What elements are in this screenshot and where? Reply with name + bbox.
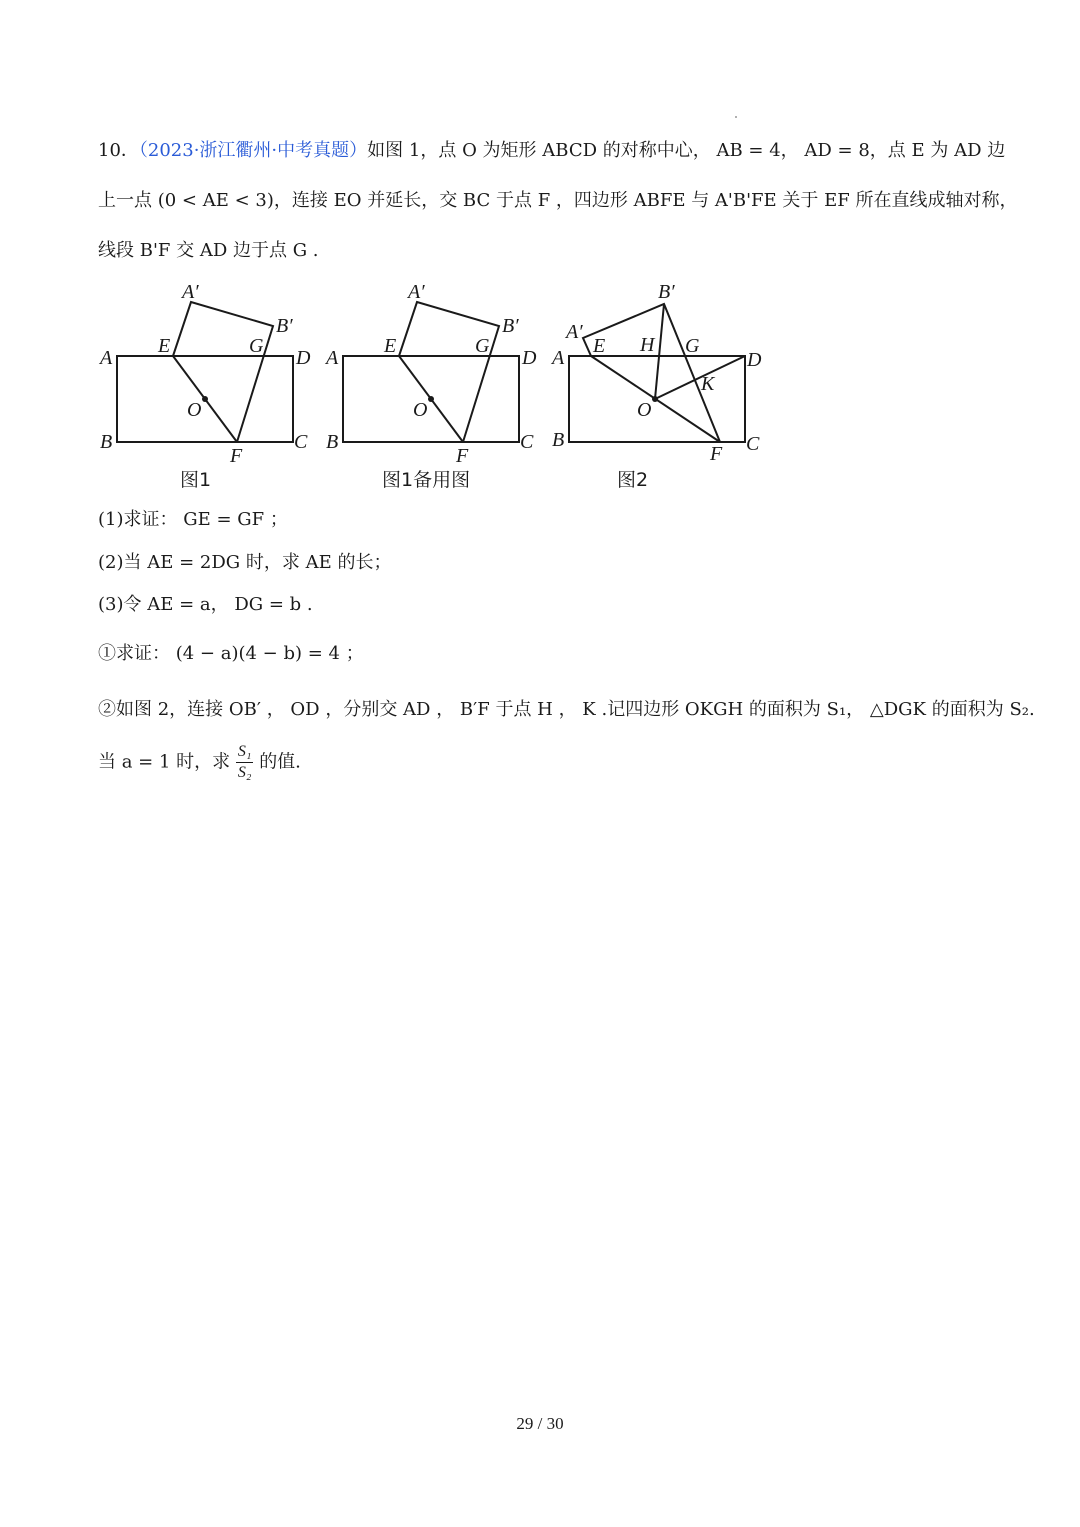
reflected-edges	[173, 302, 273, 442]
question-3-2: ②如图 2，连接 OB′ ， OD ，分别交 AD ， B′F 于点 H ， K .记四边形 OKGH 的面积为 S₁， △DGK 的面积为 S₂.	[98, 699, 1035, 720]
label-b-prime: B′	[502, 315, 519, 337]
problem-text-2: 上一点 (0 < AE < 3)，连接 EO 并延长，交 BC 于点 F ，四边形 ABFE 与 A'B'FE 关于 EF 所在直线成轴对称，	[98, 190, 1018, 211]
label-f: F	[710, 443, 723, 465]
label-a-prime: A′	[566, 321, 583, 343]
label-c: C	[746, 433, 760, 455]
label-k: K	[701, 373, 715, 395]
problem-text-3: 线段 B'F 交 AD 边于点 G .	[98, 240, 319, 261]
figure-1-svg	[90, 280, 320, 480]
label-g: G	[249, 335, 264, 357]
question-3-2-continued	[98, 742, 301, 783]
fraction-s1-over-s2	[236, 742, 254, 783]
figure-1-backup-svg	[316, 280, 546, 480]
figure-2-svg	[542, 280, 782, 480]
question-1: (1)求证： GE = GF ；	[98, 509, 288, 530]
label-f: F	[456, 445, 469, 467]
label-b: B	[100, 431, 113, 453]
fraction-numerator: S₁	[236, 742, 254, 763]
label-b: B	[552, 429, 565, 451]
label-o: O	[637, 399, 652, 421]
label-a-prime: A′	[182, 281, 199, 303]
label-g: G	[685, 335, 700, 357]
figure-2-caption: 图2	[617, 469, 649, 491]
figure-2	[542, 280, 782, 484]
label-a: A	[552, 347, 565, 369]
label-c: C	[520, 431, 534, 453]
label-b-prime: B′	[658, 281, 675, 303]
segment-ob-prime	[655, 304, 664, 399]
question-3: (3)令 AE = a， DG = b .	[98, 594, 313, 615]
problem-line-2	[98, 192, 1017, 210]
label-o: O	[187, 399, 202, 421]
label-h: H	[640, 334, 655, 356]
label-d: D	[747, 349, 762, 371]
problem-text-1: 如图 1，点 O 为矩形 ABCD 的对称中心， AB = 4， AD = 8，点 E 为 AD 边	[367, 140, 1006, 161]
problem-line-1	[98, 142, 1005, 160]
label-e: E	[158, 335, 171, 357]
reflected-edges	[583, 304, 720, 442]
label-a: A	[326, 347, 339, 369]
fraction-denominator: S₂	[237, 764, 252, 781]
label-d: D	[522, 347, 537, 369]
label-o: O	[413, 399, 428, 421]
label-c: C	[294, 431, 308, 453]
label-e: E	[593, 335, 606, 357]
problem-source: （2023·浙江衢州·中考真题）	[138, 140, 368, 161]
figure-1-backup-caption: 图1备用图	[382, 469, 471, 491]
center-point	[428, 396, 434, 402]
label-d: D	[296, 347, 311, 369]
problem-number: 10．	[98, 140, 139, 161]
reflected-edges	[399, 302, 499, 442]
question-3-2-suffix: 的值.	[259, 751, 301, 773]
label-b-prime: B′	[276, 315, 293, 337]
center-point	[652, 396, 658, 402]
label-g: G	[475, 335, 490, 357]
center-point	[202, 396, 208, 402]
label-e: E	[384, 335, 397, 357]
figure-1	[90, 280, 320, 484]
label-a: A	[100, 347, 113, 369]
question-3-1: ①求证： (4 − a)(4 − b) = 4 ；	[98, 643, 364, 664]
label-f: F	[230, 445, 243, 467]
question-3-2-prefix: 当 a = 1 时，求	[98, 751, 231, 773]
page-number: 29 / 30	[516, 1414, 564, 1433]
question-2: (2)当 AE = 2DG 时，求 AE 的长；	[98, 552, 392, 573]
label-b: B	[326, 431, 339, 453]
figure-1-caption: 图1	[180, 469, 212, 491]
speck	[735, 116, 737, 118]
problem-line-3	[98, 242, 319, 260]
figure-1-backup	[316, 280, 546, 484]
label-a-prime: A′	[408, 281, 425, 303]
